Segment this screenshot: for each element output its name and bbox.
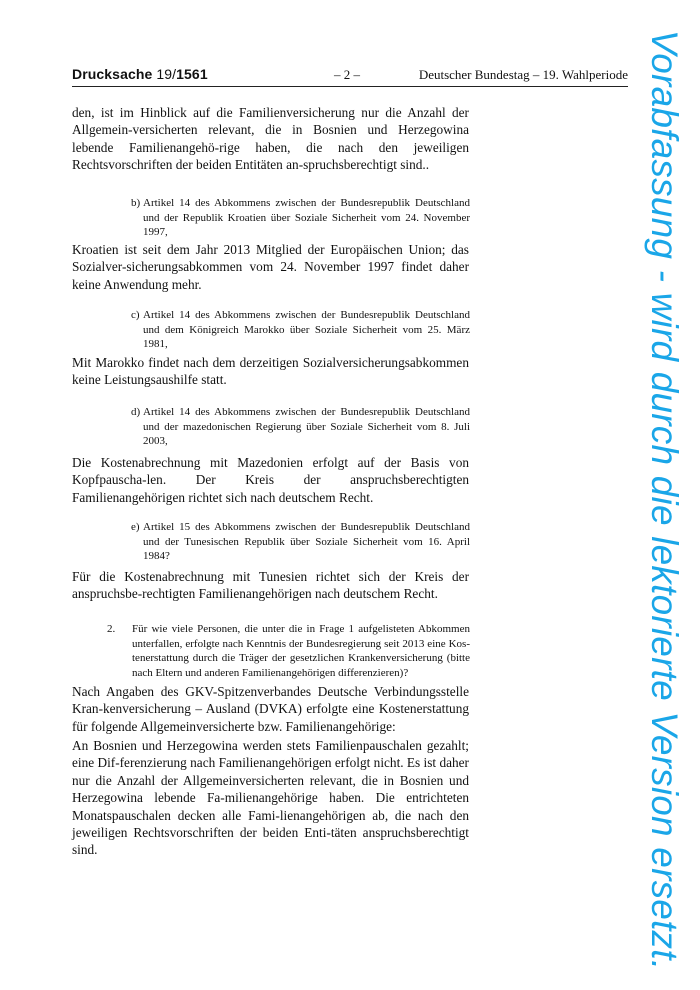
doc-number: 1561 <box>176 66 208 82</box>
answer-b: Kroatien ist seit dem Jahr 2013 Mitglied der Europäischen Union; das Sozialver-sicherungsabkommen vom 24. November 1997 findet daher keine Anwendung mehr. <box>72 242 469 292</box>
question-label: c) <box>131 309 140 321</box>
question-text: Artikel 14 des Abkommens zwischen der Bundesrepublik Deutschland und der Republik Kroatien über Soziale Sicherheit vom 24. November 1997, <box>143 197 470 239</box>
draft-watermark: Vorabfassung - wird durch die lektorierte Version ersetzt. <box>644 29 685 971</box>
answer-2-paragraph-1: Nach Angaben des GKV-Spitzenverbandes Deutsche Verbindungsstelle Kran-kenversicherung – Ausland (DVKA) erfolgte eine Kostenerstattung für folgende Allgemeinversicherte bzw. Familienangehörige: <box>72 684 469 734</box>
paragraph-intro: den, ist im Hinblick auf die Familienversicherung nur die Anzahl der Allgemein-versicherten relevant, die in Bosnien und Herzegowina lebende Familienangehö-rige haben, die nach den jeweiligen Rechtsvorschriften der beiden Entitäten an-spruchsberechtigt sind.. <box>72 105 469 173</box>
question-text: Artikel 14 des Abkommens zwischen der Bundesrepublik Deutschland und dem Königreich Marokko über Soziale Sicherheit vom 25. März 1981, <box>143 309 470 351</box>
question-d <box>131 405 470 449</box>
question-e <box>131 520 470 564</box>
answer-c: Mit Marokko findet nach dem derzeitigen Sozialversicherungsabkommen keine Leistungsaushilfe statt. <box>72 355 469 388</box>
page-number: – 2 – <box>334 67 360 82</box>
answer-d: Die Kostenabrechnung mit Mazedonien erfolgt auf der Basis von Kopfpauscha-len. Der Kreis der anspruchsberechtigten Familienangehörigen richtet sich nach deutschem Recht. <box>72 455 469 505</box>
question-label: 2. <box>107 623 116 635</box>
question-text: Artikel 15 des Abkommens zwischen der Bundesrepublik Deutschland und der Tunesischen Republik über Soziale Sicherheit vom 16. April 1984? <box>143 521 470 563</box>
answer-e: Für die Kostenabrechnung mit Tunesien richtet sich der Kreis der anspruchsbe-rechtigten Familienangehörigen nach deutschem Recht. <box>72 569 469 602</box>
doc-number-prefix: 19/ <box>156 66 177 82</box>
page-header <box>72 66 628 87</box>
doc-label: Drucksache <box>72 66 153 82</box>
question-label: d) <box>131 406 141 418</box>
question-b <box>131 196 470 240</box>
question-2 <box>107 622 470 680</box>
question-text: Für wie viele Personen, die unter die in Frage 1 aufgelisteten Abkommen unterfallen, erfolgte nach Kenntnis der Bundesregierung seit 2013 eine Kos-tenerstattung durch die Träger der gesetzlichen Krankenversicherung (bitte nach Eltern und anderen Familienangehörigen differenzieren)? <box>132 623 470 679</box>
question-label: b) <box>131 197 141 209</box>
answer-2-paragraph-2: An Bosnien und Herzegowina werden stets Familienpauschalen gezahlt; eine Dif-ferenzierung nach Familienangehörigen erfolgt nicht. Es ist daher nur die Anzahl der Allgemeinversicherten relevant, die in Bosnien und Herzegowina lebende Fa-milienangehörige haben. Die entrichteten Monatspauschalen decken alle Fami-lienangehörigen ab, die nach den jeweiligen Rechtsvorschriften der beiden Enti-täten anspruchsberechtigt sind. <box>72 738 469 858</box>
question-text: Artikel 14 des Abkommens zwischen der Bundesrepublik Deutschland und der mazedonischen Regierung über Soziale Sicherheit vom 8. Juli 2003, <box>143 406 470 448</box>
institution-label: Deutscher Bundestag – 19. Wahlperiode <box>418 67 628 82</box>
document-number <box>72 66 208 82</box>
question-label: e) <box>131 521 140 533</box>
question-c <box>131 308 470 352</box>
